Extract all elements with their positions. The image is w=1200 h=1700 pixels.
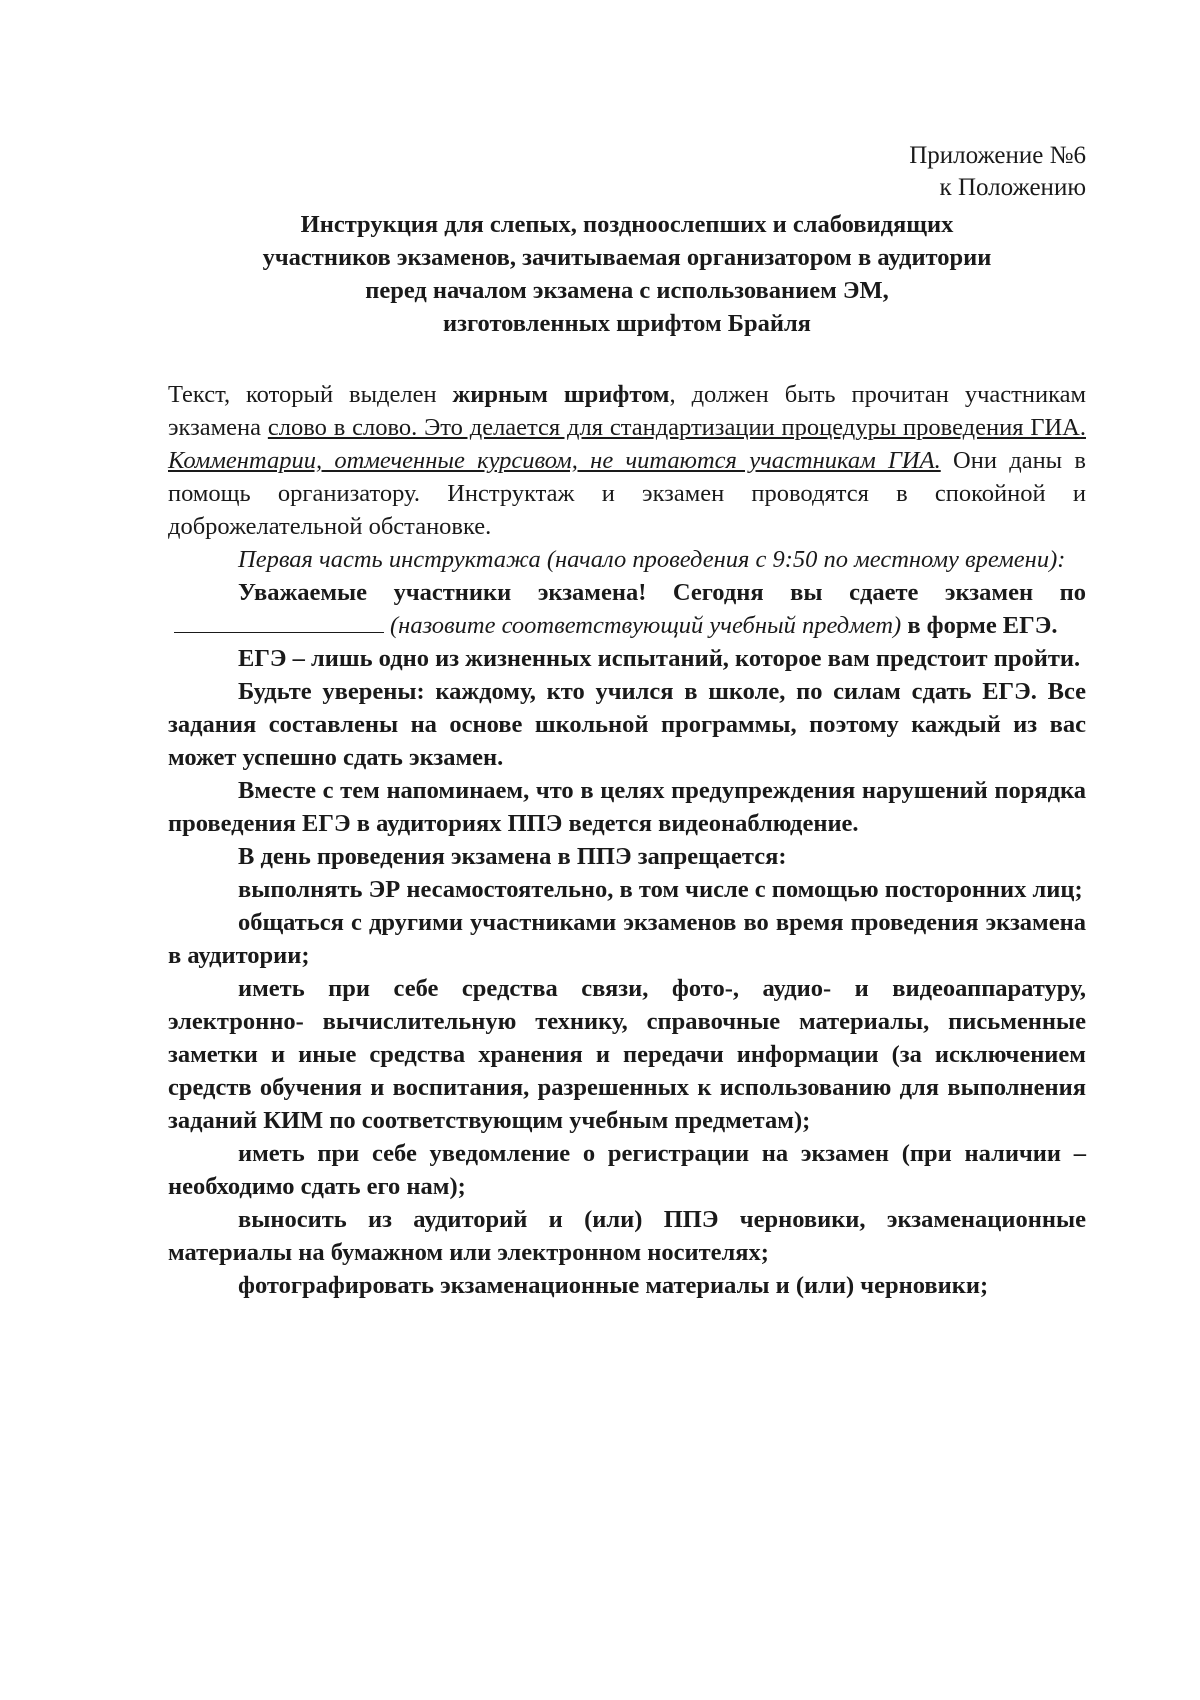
greeting-paragraph bbox=[168, 576, 1086, 642]
greeting-bold: Уважаемые участники экзамена! Сегодня вы сдаете экзамен по bbox=[238, 579, 1086, 606]
title-line-1: Инструкция для слепых, поздноослепших и слабовидящих bbox=[300, 211, 954, 238]
subject-blank bbox=[174, 631, 384, 633]
document-title bbox=[168, 208, 1086, 340]
paragraph-5: выполнять ЭР несамостоятельно, в том числе с помощью посторонних лиц; bbox=[238, 876, 1083, 903]
paragraph-4: В день проведения экзамена в ППЭ запрещается: bbox=[238, 843, 787, 870]
paragraph-10: фотографировать экзаменационные материалы и (или) черновики; bbox=[238, 1272, 989, 1299]
intro-bold: жирным шрифтом bbox=[452, 381, 670, 408]
paragraph-6: общаться с другими участниками экзаменов во время проведения экзамена в аудитории; bbox=[168, 909, 1086, 969]
intro-text-2: , должен быть прочитан участникам экзамена bbox=[168, 381, 1086, 441]
intro-paragraph bbox=[168, 378, 1086, 543]
greeting-form: в форме ЕГЭ. bbox=[907, 612, 1058, 639]
title-line-2: участников экзаменов, зачитываемая организатором в аудитории bbox=[262, 244, 992, 271]
paragraph-7: иметь при себе средства связи, фото-, аудио- и видеоаппаратуру, электронно- вычислительную технику, справочные материалы, письменные заметки и иные средства хранения и передачи информации (за исключением средств обучения и воспитания, разрешенных к использованию для выполнения заданий КИМ по соответствующим учебным предметам); bbox=[168, 975, 1086, 1134]
greeting-italic: (назовите соответствующий учебный предмет) bbox=[390, 612, 902, 639]
title-line-3: перед началом экзамена с использованием ЭМ, bbox=[365, 277, 889, 304]
paragraph-3: Вместе с тем напоминаем, что в целях предупреждения нарушений порядка проведения ЕГЭ в аудиториях ППЭ ведется видеонаблюдение. bbox=[168, 777, 1086, 837]
appendix-number: Приложение №6 bbox=[909, 142, 1086, 169]
title-line-4: изготовленных шрифтом Брайля bbox=[443, 310, 811, 337]
part-one-note bbox=[168, 543, 1086, 576]
part-one-text: Первая часть инструктажа (начало проведения с 9:50 по местному времени): bbox=[238, 546, 1066, 573]
appendix-header bbox=[168, 140, 1086, 204]
intro-italic-underlined: Комментарии, отмеченные курсивом, не читаются участникам ГИА. bbox=[168, 447, 941, 474]
intro-text-3: Они даны в помощь организатору. Инструктаж и экзамен проводятся в спокойной и доброжелательной обстановке. bbox=[168, 447, 1086, 540]
intro-underlined: слово в слово. Это делается для стандартизации процедуры проведения ГИА. bbox=[267, 414, 1086, 441]
paragraph-9: выносить из аудиторий и (или) ППЭ черновики, экзаменационные материалы на бумажном или электронном носителях; bbox=[168, 1206, 1086, 1266]
paragraph-8: иметь при себе уведомление о регистрации на экзамен (при наличии – необходимо сдать его нам); bbox=[168, 1140, 1086, 1200]
appendix-reference: к Положению bbox=[939, 174, 1086, 201]
intro-text-1: Текст, который выделен bbox=[168, 381, 453, 408]
document-page bbox=[168, 140, 1086, 1302]
paragraph-1: ЕГЭ – лишь одно из жизненных испытаний, которое вам предстоит пройти. bbox=[238, 645, 1081, 672]
paragraph-2: Будьте уверены: каждому, кто учился в школе, по силам сдать ЕГЭ. Все задания составлены на основе школьной программы, поэтому каждый из вас может успешно сдать экзамен. bbox=[168, 678, 1086, 771]
